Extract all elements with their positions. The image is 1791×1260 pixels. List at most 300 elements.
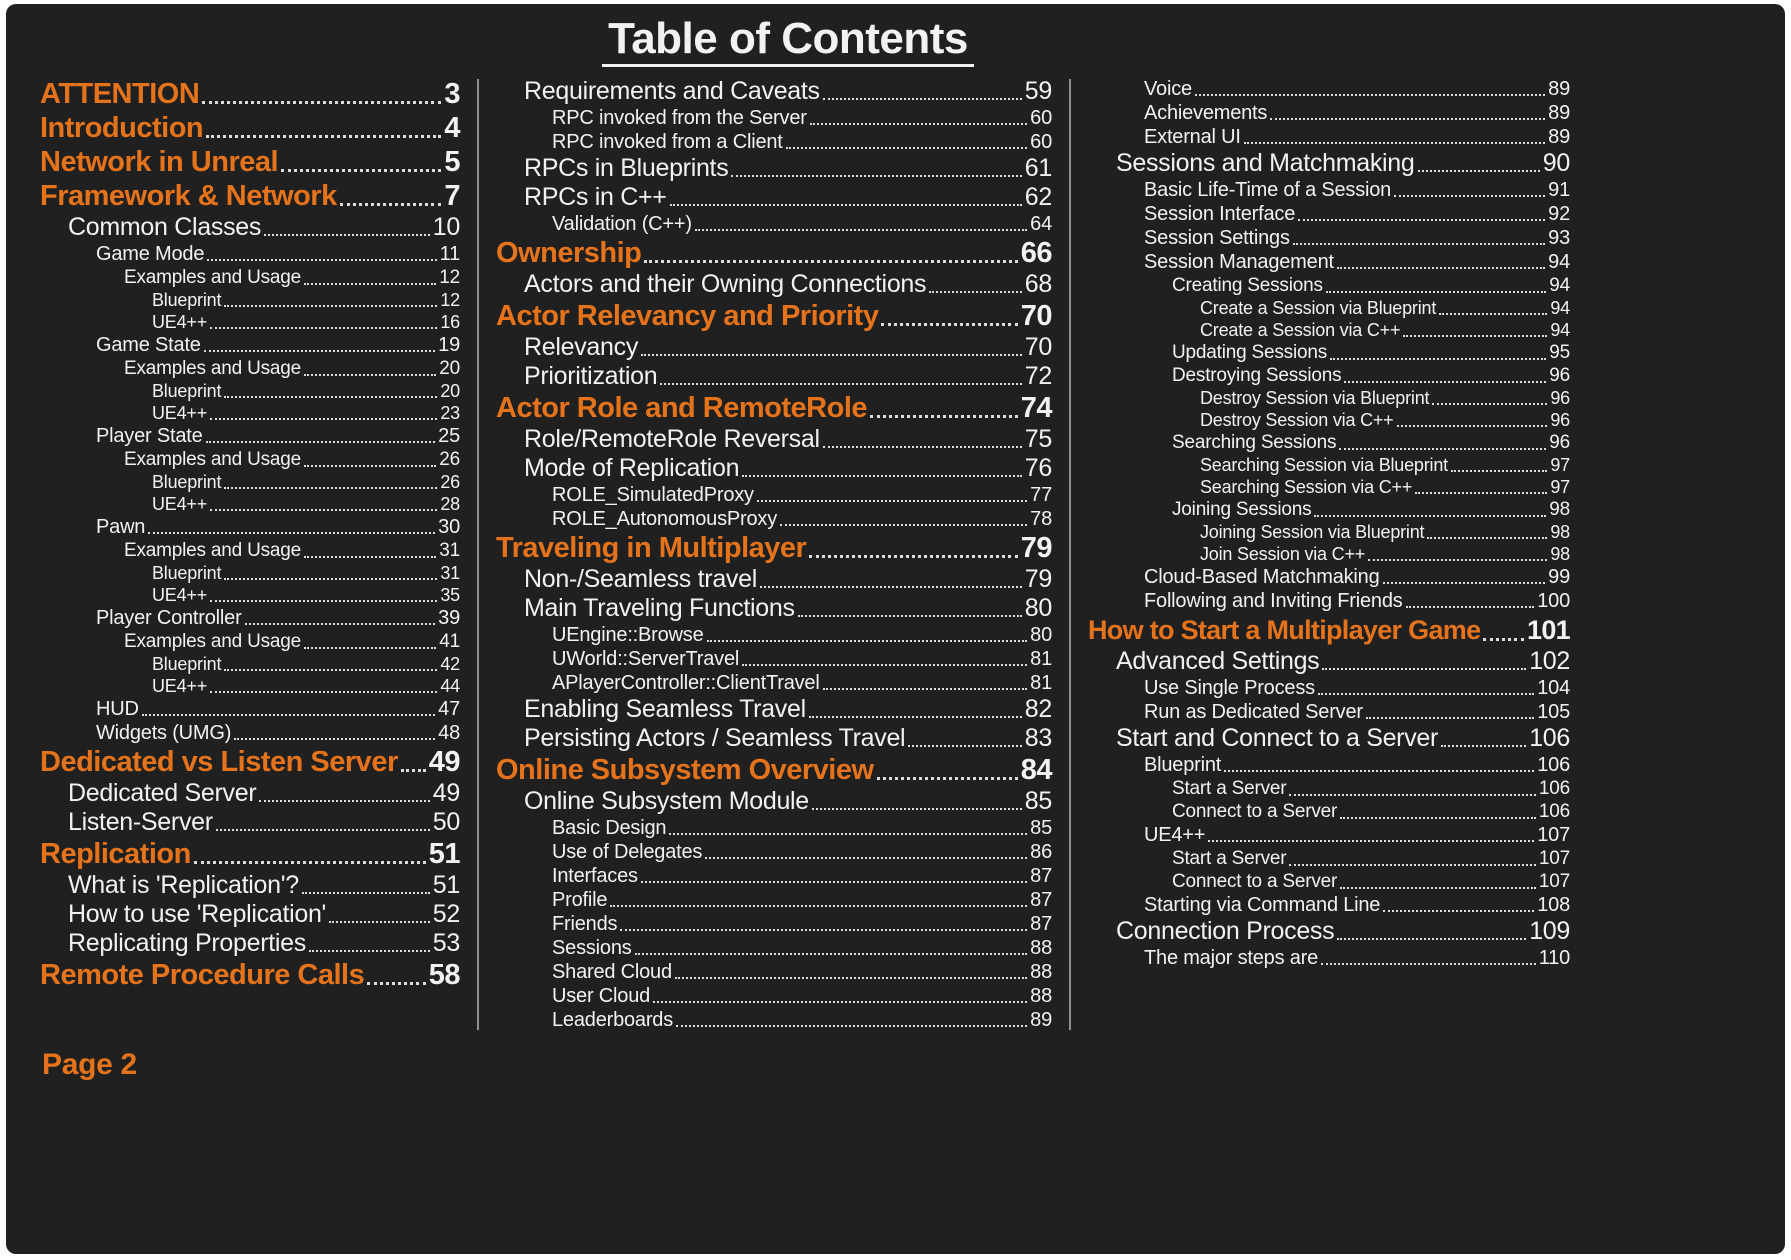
- toc-entry: [40, 402, 460, 424]
- toc-entry: [1088, 454, 1570, 476]
- toc-entry: [1088, 565, 1570, 589]
- toc-entry: [1088, 917, 1570, 946]
- dot-leader: [281, 169, 441, 172]
- toc-entry-page: 60: [1030, 107, 1052, 130]
- toc-entry-label: Dedicated vs Listen Server: [40, 746, 398, 779]
- toc-columns: [40, 77, 1570, 1032]
- dot-leader: [1270, 118, 1545, 120]
- dot-leader: [810, 123, 1027, 125]
- toc-entry: [40, 808, 460, 837]
- toc-entry: [496, 753, 1052, 787]
- toc-entry-page: 64: [1030, 213, 1052, 236]
- toc-entry-label: External UI: [1144, 126, 1241, 149]
- toc-entry-page: 83: [1024, 724, 1052, 753]
- dot-leader: [264, 234, 430, 236]
- toc-entry: [1088, 498, 1570, 521]
- toc-entry-label: Shared Cloud: [552, 961, 672, 984]
- toc-entry: [496, 531, 1052, 565]
- toc-entry-label: Friends: [552, 913, 618, 936]
- toc-entry: [1088, 870, 1570, 893]
- dot-leader: [302, 892, 430, 894]
- toc-entry-label: Interfaces: [552, 865, 638, 888]
- toc-entry-label: Cloud-Based Matchmaking: [1144, 566, 1380, 589]
- toc-entry-label: Traveling in Multiplayer: [496, 532, 807, 565]
- dot-leader: [224, 578, 437, 580]
- toc-entry: [1088, 77, 1570, 101]
- toc-entry-label: Destroying Sessions: [1172, 365, 1342, 387]
- dot-leader: [194, 861, 426, 864]
- toc-entry-page: 53: [432, 929, 460, 958]
- toc-entry: [1088, 387, 1570, 409]
- dot-leader: [635, 953, 1028, 955]
- dot-leader: [216, 829, 430, 831]
- toc-entry: [496, 724, 1052, 753]
- dot-leader: [1289, 864, 1535, 866]
- toc-entry: [496, 183, 1052, 212]
- dot-leader: [1326, 291, 1546, 293]
- toc-entry-label: Mode of Replication: [524, 454, 740, 483]
- toc-entry-page: 88: [1030, 937, 1052, 960]
- dot-leader: [705, 857, 1027, 859]
- toc-entry-label: Role/RemoteRole Reversal: [524, 425, 820, 454]
- toc-entry-page: 41: [439, 631, 460, 653]
- toc-entry-label: Prioritization: [524, 362, 658, 391]
- toc-entry: [496, 816, 1052, 840]
- toc-entry-label: Requirements and Caveats: [524, 77, 820, 106]
- toc-entry-page: 58: [428, 959, 460, 992]
- toc-entry-label: UWorld::ServerTravel: [552, 648, 740, 671]
- toc-entry-label: Actors and their Owning Connections: [524, 270, 927, 299]
- dot-leader: [234, 738, 435, 740]
- toc-entry: [1088, 823, 1570, 847]
- toc-entry: [40, 653, 460, 675]
- toc-entry-label: Common Classes: [68, 213, 262, 242]
- toc-entry: [1088, 543, 1570, 565]
- toc-entry-page: 86: [1030, 841, 1052, 864]
- toc-entry-label: Join Session via C++: [1200, 544, 1366, 565]
- toc-entry: [496, 454, 1052, 483]
- toc-entry-page: 26: [440, 472, 460, 493]
- dot-leader: [1403, 335, 1547, 337]
- toc-entry: [40, 266, 460, 289]
- toc-entry: [40, 697, 460, 721]
- dot-leader: [823, 446, 1022, 448]
- toc-entry-page: 87: [1030, 865, 1052, 888]
- toc-entry-label: Player State: [96, 425, 203, 448]
- toc-entry: [1088, 149, 1570, 178]
- toc-entry-label: Blueprint: [152, 381, 222, 402]
- toc-entry: [496, 695, 1052, 724]
- toc-entry: [40, 471, 460, 493]
- toc-entry: [1088, 178, 1570, 202]
- toc-entry-label: Searching Sessions: [1172, 432, 1337, 454]
- toc-entry-label: Start and Connect to a Server: [1116, 724, 1439, 753]
- toc-entry-page: 80: [1024, 594, 1052, 623]
- toc-entry: [496, 77, 1052, 106]
- dot-leader: [367, 982, 426, 985]
- toc-entry-label: UE4++: [152, 403, 208, 424]
- toc-entry-page: 76: [1024, 454, 1052, 483]
- toc-entry-page: 107: [1538, 871, 1570, 893]
- toc-entry-label: Game State: [96, 334, 201, 357]
- dot-leader: [304, 556, 436, 558]
- toc-entry-page: 7: [444, 180, 460, 213]
- toc-entry-page: 16: [440, 312, 460, 333]
- toc-entry-page: 10: [432, 213, 460, 242]
- toc-entry: [1088, 341, 1570, 364]
- toc-entry-page: 94: [1549, 275, 1570, 297]
- toc-entry-page: 94: [1548, 251, 1570, 274]
- dot-leader: [210, 418, 437, 420]
- column-divider: [1069, 79, 1071, 1030]
- toc-entry-page: 47: [438, 698, 460, 721]
- toc-entry-label: UE4++: [152, 312, 208, 333]
- dot-leader: [206, 441, 436, 443]
- toc-entry-label: Ownership: [496, 237, 642, 270]
- toc-entry-label: Leaderboards: [552, 1009, 674, 1032]
- toc-entry-label: Examples and Usage: [124, 449, 302, 471]
- toc-entry-page: 12: [439, 267, 460, 289]
- toc-entry-page: 96: [1550, 388, 1570, 409]
- toc-entry: [496, 333, 1052, 362]
- dot-leader: [1383, 910, 1534, 912]
- toc-entry-label: User Cloud: [552, 985, 651, 1008]
- toc-entry-page: 109: [1529, 917, 1570, 946]
- toc-entry-page: 4: [444, 112, 460, 145]
- dot-leader: [142, 714, 435, 716]
- toc-entry: [496, 130, 1052, 154]
- toc-entry-label: Voice: [1144, 78, 1192, 101]
- toc-entry-label: Examples and Usage: [124, 358, 302, 380]
- toc-entry-page: 106: [1538, 801, 1570, 823]
- dot-leader: [1337, 267, 1545, 269]
- dot-leader: [1415, 492, 1547, 494]
- toc-entry-page: 61: [1024, 154, 1052, 183]
- toc-entry-page: 106: [1529, 724, 1570, 753]
- toc-entry-label: Player Controller: [96, 607, 242, 630]
- toc-entry-label: UEngine::Browse: [552, 624, 704, 647]
- dot-leader: [206, 135, 441, 138]
- toc-entry: [40, 900, 460, 929]
- toc-entry: [1088, 700, 1570, 724]
- toc-entry: [40, 630, 460, 653]
- toc-entry: [40, 213, 460, 242]
- toc-entry-page: 49: [428, 746, 460, 779]
- dot-leader: [210, 600, 437, 602]
- toc-entry-page: 51: [428, 838, 460, 871]
- toc-entry: [496, 936, 1052, 960]
- toc-entry-label: Profile: [552, 889, 608, 912]
- toc-entry-label: Creating Sessions: [1172, 275, 1323, 297]
- dot-leader: [908, 745, 1021, 747]
- dot-leader: [224, 487, 437, 489]
- toc-entry-label: Start a Server: [1172, 848, 1287, 870]
- dot-leader: [340, 203, 442, 206]
- toc-entry: [496, 1008, 1052, 1032]
- toc-entry: [1088, 753, 1570, 777]
- toc-entry-label: Main Traveling Functions: [524, 594, 795, 623]
- toc-entry-page: 60: [1030, 131, 1052, 154]
- toc-entry-label: Actor Role and RemoteRole: [496, 392, 867, 425]
- toc-entry: [40, 111, 460, 145]
- toc-entry-page: 85: [1030, 817, 1052, 840]
- dot-leader: [1298, 219, 1545, 221]
- toc-entry-page: 3: [444, 78, 460, 111]
- toc-entry: [496, 299, 1052, 333]
- toc-entry-label: Updating Sessions: [1172, 342, 1328, 364]
- dot-leader: [1289, 794, 1535, 796]
- toc-entry: [1088, 297, 1570, 319]
- toc-entry: [1088, 521, 1570, 543]
- toc-entry: [40, 675, 460, 697]
- toc-entry: [40, 242, 460, 266]
- toc-entry-label: Connect to a Server: [1172, 801, 1338, 823]
- toc-entry-label: Dedicated Server: [68, 779, 257, 808]
- dot-leader: [245, 623, 436, 625]
- toc-entry: [1088, 409, 1570, 431]
- dot-leader: [202, 101, 441, 104]
- dot-leader: [660, 383, 1021, 385]
- dot-leader: [304, 283, 436, 285]
- toc-entry: [496, 840, 1052, 864]
- dot-leader: [742, 664, 1027, 666]
- toc-entry-label: Use Single Process: [1144, 677, 1315, 700]
- dot-leader: [675, 977, 1027, 979]
- dot-leader: [742, 475, 1022, 477]
- toc-entry-label: Connection Process: [1116, 917, 1335, 946]
- title-area: [6, 16, 1570, 67]
- dot-leader: [1406, 606, 1535, 608]
- dot-leader: [207, 259, 436, 261]
- toc-entry-page: 20: [440, 381, 460, 402]
- toc-entry-page: 107: [1538, 848, 1570, 870]
- toc-entry: [496, 671, 1052, 695]
- toc-entry-label: Following and Inviting Friends: [1144, 590, 1403, 613]
- toc-entry-page: 25: [438, 425, 460, 448]
- toc-entry: [496, 888, 1052, 912]
- toc-entry-page: 106: [1537, 754, 1570, 777]
- toc-entry-label: Sessions and Matchmaking: [1116, 149, 1415, 178]
- toc-entry-page: 92: [1548, 203, 1570, 226]
- toc-entry-page: 94: [1550, 298, 1570, 319]
- dot-leader: [1483, 638, 1524, 641]
- toc-entry-page: 5: [444, 146, 460, 179]
- document-page: [6, 4, 1785, 1254]
- toc-entry-page: 104: [1537, 677, 1570, 700]
- toc-entry-page: 11: [439, 243, 460, 266]
- toc-entry-page: 44: [440, 676, 460, 697]
- toc-entry-label: Destroy Session via Blueprint: [1200, 388, 1430, 409]
- dot-leader: [812, 808, 1022, 810]
- toc-entry-label: Framework & Network: [40, 180, 337, 213]
- toc-entry: [496, 236, 1052, 270]
- dot-leader: [1397, 425, 1548, 427]
- toc-entry-page: 99: [1548, 566, 1570, 589]
- dot-leader: [1439, 313, 1547, 315]
- toc-entry: [40, 562, 460, 584]
- toc-entry: [40, 424, 460, 448]
- dot-leader: [1418, 170, 1540, 172]
- toc-entry-label: Starting via Command Line: [1144, 894, 1381, 917]
- dot-leader: [1330, 358, 1546, 360]
- toc-entry-label: Create a Session via C++: [1200, 320, 1401, 341]
- toc-entry: [1088, 613, 1570, 647]
- toc-entry-label: HUD: [96, 698, 139, 721]
- toc-entry: [1088, 893, 1570, 917]
- toc-entry-label: Searching Session via C++: [1200, 477, 1413, 498]
- toc-entry-page: 80: [1030, 624, 1052, 647]
- toc-entry: [1088, 226, 1570, 250]
- toc-entry-page: 79: [1024, 565, 1052, 594]
- toc-entry: [1088, 676, 1570, 700]
- toc-entry-page: 87: [1030, 889, 1052, 912]
- dot-leader: [670, 204, 1022, 206]
- toc-entry-page: 66: [1020, 237, 1052, 270]
- dot-leader: [259, 800, 429, 802]
- dot-leader: [1339, 448, 1546, 450]
- toc-entry-page: 87: [1030, 913, 1052, 936]
- toc-entry-label: Pawn: [96, 516, 146, 539]
- toc-entry-label: Replication: [40, 838, 191, 871]
- dot-leader: [809, 555, 1017, 558]
- toc-entry-page: 35: [440, 585, 460, 606]
- toc-entry-page: 89: [1030, 1009, 1052, 1032]
- toc-entry-label: Advanced Settings: [1116, 647, 1320, 676]
- dot-leader: [1244, 142, 1545, 144]
- dot-leader: [760, 586, 1022, 588]
- toc-entry-label: Online Subsystem Module: [524, 787, 809, 816]
- toc-entry-page: 31: [439, 540, 460, 562]
- dot-leader: [304, 374, 436, 376]
- toc-entry: [40, 958, 460, 992]
- toc-column-left: [40, 77, 460, 1032]
- toc-entry-page: 68: [1024, 270, 1052, 299]
- dot-leader: [1340, 887, 1536, 889]
- toc-entry-label: Basic Design: [552, 817, 667, 840]
- toc-entry-page: 59: [1024, 77, 1052, 106]
- toc-entry: [40, 539, 460, 562]
- toc-entry-label: RPC invoked from a Client: [552, 131, 783, 154]
- toc-entry-label: Online Subsystem Overview: [496, 754, 874, 787]
- toc-entry: [1088, 800, 1570, 823]
- toc-entry-page: 74: [1020, 392, 1052, 425]
- toc-entry: [1088, 777, 1570, 800]
- toc-entry-page: 98: [1549, 499, 1570, 521]
- toc-entry-page: 81: [1030, 672, 1052, 695]
- page-title: Table of Contents: [602, 16, 974, 67]
- toc-entry: [1088, 250, 1570, 274]
- dot-leader: [610, 905, 1027, 907]
- dot-leader: [1441, 745, 1526, 747]
- toc-entry-label: APlayerController::ClientTravel: [552, 672, 820, 695]
- toc-entry: [1088, 319, 1570, 341]
- dot-leader: [1344, 381, 1546, 383]
- toc-entry-page: 48: [438, 722, 460, 745]
- toc-entry-page: 95: [1549, 342, 1570, 364]
- toc-entry: [496, 362, 1052, 391]
- dot-leader: [1314, 515, 1546, 517]
- toc-entry-page: 88: [1030, 961, 1052, 984]
- toc-entry-label: Session Settings: [1144, 227, 1290, 250]
- toc-entry-label: Network in Unreal: [40, 146, 279, 179]
- toc-entry-label: RPC invoked from the Server: [552, 107, 807, 130]
- toc-entry: [40, 77, 460, 111]
- toc-entry: [40, 721, 460, 745]
- toc-entry: [40, 871, 460, 900]
- toc-entry-label: Widgets (UMG): [96, 722, 232, 745]
- toc-entry-page: 108: [1537, 894, 1570, 917]
- toc-entry: [496, 912, 1052, 936]
- toc-entry-label: UE4++: [152, 585, 208, 606]
- toc-entry: [496, 787, 1052, 816]
- toc-entry-label: Blueprint: [1144, 754, 1222, 777]
- toc-entry-page: 96: [1550, 410, 1570, 431]
- toc-entry: [496, 106, 1052, 130]
- dot-leader: [304, 647, 436, 649]
- toc-entry-label: Blueprint: [152, 563, 222, 584]
- toc-entry-page: 81: [1030, 648, 1052, 671]
- toc-entry-page: 12: [440, 290, 460, 311]
- toc-entry: [1088, 125, 1570, 149]
- toc-entry-page: 98: [1550, 544, 1570, 565]
- toc-entry: [1088, 364, 1570, 387]
- dot-leader: [224, 396, 437, 398]
- toc-entry: [40, 493, 460, 515]
- toc-entry: [40, 745, 460, 779]
- toc-entry-page: 78: [1030, 508, 1052, 531]
- dot-leader: [707, 640, 1028, 642]
- toc-entry: [1088, 431, 1570, 454]
- toc-entry-page: 50: [432, 808, 460, 837]
- dot-leader: [669, 833, 1027, 835]
- dot-leader: [224, 305, 437, 307]
- toc-entry-page: 89: [1548, 78, 1570, 101]
- toc-entry-page: 49: [432, 779, 460, 808]
- toc-entry: [496, 565, 1052, 594]
- toc-entry-page: 94: [1550, 320, 1570, 341]
- dot-leader: [329, 921, 430, 923]
- toc-entry-page: 100: [1537, 590, 1570, 613]
- toc-entry-page: 31: [440, 563, 460, 584]
- dot-leader: [148, 532, 435, 534]
- toc-entry-label: RPCs in Blueprints: [524, 154, 729, 183]
- dot-leader: [1394, 195, 1545, 197]
- toc-entry: [496, 270, 1052, 299]
- toc-entry: [496, 483, 1052, 507]
- toc-entry-label: UE4++: [1144, 824, 1206, 847]
- dot-leader: [1432, 403, 1547, 405]
- dot-leader: [731, 175, 1021, 177]
- dot-leader: [870, 415, 1018, 418]
- dot-leader: [644, 260, 1017, 263]
- toc-entry-label: Game Mode: [96, 243, 205, 266]
- toc-entry: [40, 179, 460, 213]
- toc-entry-label: Examples and Usage: [124, 267, 302, 289]
- toc-entry: [40, 448, 460, 471]
- toc-entry-label: Blueprint: [152, 472, 222, 493]
- dot-leader: [823, 98, 1022, 100]
- toc-entry-page: 19: [438, 334, 460, 357]
- toc-entry-page: 30: [438, 516, 460, 539]
- toc-entry-label: Enabling Seamless Travel: [524, 695, 806, 724]
- toc-entry: [496, 594, 1052, 623]
- toc-entry-label: Remote Procedure Calls: [40, 959, 365, 992]
- toc-column-right: [1088, 77, 1570, 1032]
- dot-leader: [1427, 537, 1547, 539]
- dot-leader: [881, 323, 1017, 326]
- toc-entry-page: 70: [1024, 333, 1052, 362]
- toc-entry-page: 51: [432, 871, 460, 900]
